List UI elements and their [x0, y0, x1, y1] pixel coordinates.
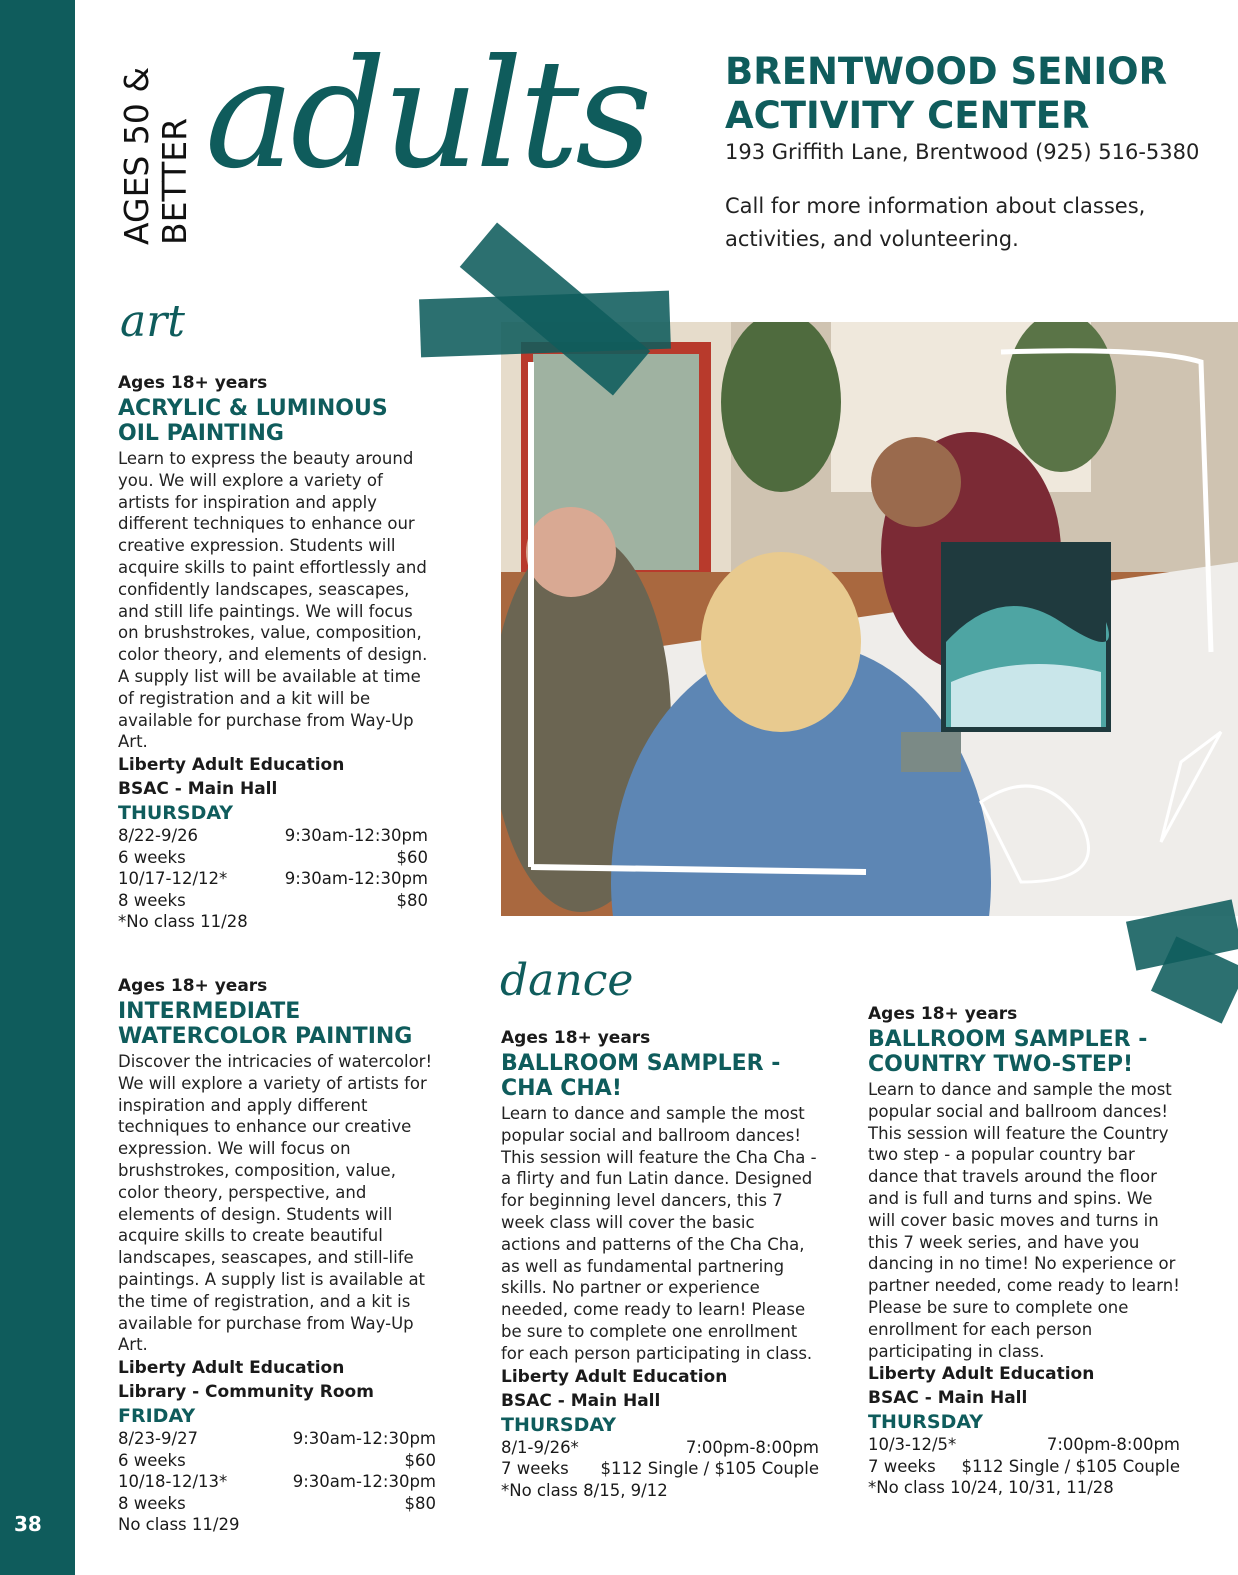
session-time: 9:30am-12:30pm [284, 826, 428, 846]
class-location: BSAC - Main Hall [118, 779, 278, 800]
session-row [118, 825, 428, 847]
session-dates: 10/3-12/5* [868, 1435, 957, 1455]
class-day: THURSDAY [118, 802, 234, 825]
class-title: BALLROOM SAMPLER - CHA CHA! [501, 1051, 781, 1101]
session-weeks: 7 weeks [501, 1459, 569, 1479]
class-age: Ages 18+ years [118, 373, 268, 393]
class-provider: Liberty Adult Education [501, 1366, 728, 1387]
session-row [501, 1437, 819, 1459]
class-description: Learn to express the beauty around you. We will explore a variety of artists for inspiration and apply different techniques to enhance our creative expression. Students will acquire skills to paint effortlessly and confidently landscapes, seascapes, and still life paintings. We will focus on brushstrokes, value, composition, color theory, and elements of design. A supply list will be available at time of registration and a kit will be available for purchase from Way-Up Art. [118, 449, 428, 752]
session-row [118, 890, 428, 912]
session-row [868, 1456, 1180, 1478]
class-provider: Liberty Adult Education [118, 755, 345, 776]
session-dates: 8/1-9/26* [501, 1437, 579, 1457]
dance-section-heading: dance [500, 955, 634, 1006]
session-weeks: 6 weeks [118, 1450, 186, 1470]
class-note: No class 11/29 [118, 1515, 240, 1535]
ages-line-2: BETTER [155, 117, 194, 245]
center-info: Call for more information about classes, activities, and volunteering. [725, 194, 1146, 251]
session-price: $60 [396, 847, 428, 867]
ages-line-1: AGES 50 & [117, 66, 156, 245]
class-day: THURSDAY [501, 1413, 617, 1436]
adults-script-title: adults [205, 28, 649, 202]
session-row [118, 1493, 436, 1515]
session-weeks: 6 weeks [118, 847, 186, 867]
class-card-watercolor [118, 975, 436, 1536]
class-description: Learn to dance and sample the most popular social and ballroom dances! This session will feature the Cha Cha - a flirty and fun Latin dance. Designed for beginning level dancers, this 7 week class will cover the basic actions and patterns of the Cha Cha, as well as fundamental partnering skills. No partner or experience needed, come ready to learn! Please be sure to complete one enrollment for each person participating in class. [501, 1104, 817, 1363]
class-description: Learn to dance and sample the most popular social and ballroom dances! This session will feature the Country two step - a popular country bar dance that travels around the floor and is full and turns and spins. We will cover basic moves and turns in this 7 week series, and have you dancing in no time! No experience or partner needed, come ready to learn! Please be sure to complete one enrollment for each person participating in class. [868, 1080, 1180, 1361]
class-title: ACRYLIC & LUMINOUS OIL PAINTING [118, 396, 388, 446]
session-dates: 10/18-12/13* [118, 1472, 228, 1492]
class-age: Ages 18+ years [118, 976, 268, 996]
session-row [118, 847, 428, 869]
session-dates: 8/22-9/26 [118, 826, 199, 846]
class-location: BSAC - Main Hall [868, 1388, 1028, 1409]
session-weeks: 8 weeks [118, 1493, 186, 1513]
class-description: Discover the intricacies of watercolor! We will explore a variety of artists for inspiration and apply different techniques to enhance our creative expression. We will focus on brushstrokes, composition, value, color theory, perspective, and elements of design. Students will acquire skills to create beautiful landscapes, seascapes, and still-life paintings. A supply list is available at the time of registration, and a kit is available for purchase from Way-Up Art. [118, 1052, 433, 1355]
class-day: FRIDAY [118, 1405, 196, 1428]
class-location: Library - Community Room [118, 1382, 374, 1403]
class-title: INTERMEDIATE WATERCOLOR PAINTING [118, 999, 413, 1049]
session-price: $60 [404, 1450, 436, 1470]
class-card-acrylic [118, 372, 428, 933]
session-row [118, 868, 428, 890]
class-photo [501, 322, 1238, 916]
class-age: Ages 18+ years [501, 1028, 651, 1048]
class-title: BALLROOM SAMPLER - COUNTRY TWO-STEP! [868, 1027, 1148, 1077]
class-location: BSAC - Main Hall [501, 1390, 661, 1411]
page-number: 38 [14, 1512, 42, 1536]
session-row [868, 1434, 1180, 1456]
class-provider: Liberty Adult Education [868, 1364, 1095, 1385]
class-note: *No class 10/24, 10/31, 11/28 [868, 1478, 1114, 1498]
sidebar-band [0, 0, 75, 1575]
session-time: 9:30am-12:30pm [292, 1429, 436, 1449]
painting-class-illustration [501, 322, 1238, 916]
center-address: 193 Griffith Lane, Brentwood (925) 516-5380 [725, 140, 1200, 164]
session-time: 7:00pm-8:00pm [1046, 1435, 1180, 1455]
session-price: $80 [404, 1493, 436, 1513]
session-price: $112 Single / $105 Couple [961, 1456, 1180, 1476]
class-note: *No class 11/28 [118, 912, 248, 932]
session-row [118, 1450, 436, 1472]
ages-label [118, 67, 194, 245]
center-title: BRENTWOOD SENIOR ACTIVITY CENTER [725, 50, 1168, 137]
class-provider: Liberty Adult Education [118, 1358, 345, 1379]
session-dates: 10/17-12/12* [118, 869, 228, 889]
session-price: $80 [396, 890, 428, 910]
class-day: THURSDAY [868, 1411, 984, 1434]
class-age: Ages 18+ years [868, 1004, 1018, 1024]
session-time: 7:00pm-8:00pm [685, 1437, 819, 1457]
class-card-two-step [868, 1003, 1180, 1499]
session-price: $112 Single / $105 Couple [600, 1459, 819, 1479]
session-row [118, 1428, 436, 1450]
session-time: 9:30am-12:30pm [292, 1472, 436, 1492]
session-time: 9:30am-12:30pm [284, 869, 428, 889]
session-dates: 8/23-9/27 [118, 1429, 199, 1449]
session-weeks: 7 weeks [868, 1456, 936, 1476]
session-weeks: 8 weeks [118, 890, 186, 910]
session-row [501, 1458, 819, 1480]
session-row [118, 1471, 436, 1493]
class-card-cha-cha [501, 1027, 819, 1501]
art-section-heading: art [120, 296, 185, 347]
class-note: *No class 8/15, 9/12 [501, 1480, 668, 1500]
